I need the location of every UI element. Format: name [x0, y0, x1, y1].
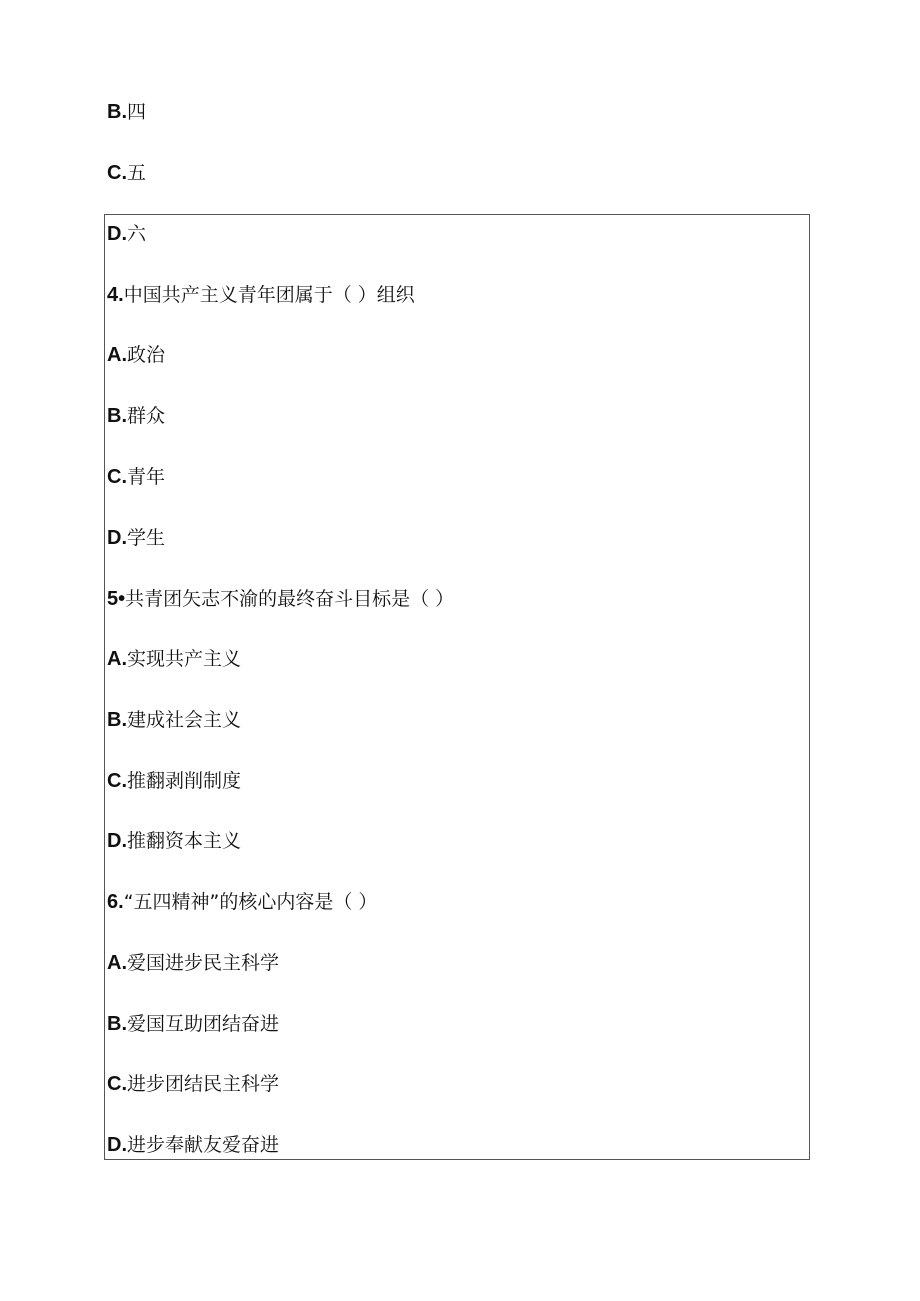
option-d-q4: [107, 526, 165, 550]
option-text: 爱国互助团结奋进: [127, 1013, 280, 1035]
option-text: 爱国进步民主科学: [127, 952, 280, 974]
question-5: [107, 587, 454, 611]
option-c-q4: [107, 465, 165, 489]
option-d-q5: [107, 829, 241, 853]
option-text: 政治: [127, 344, 166, 366]
question-number: 4.: [107, 284, 124, 306]
option-prefix: B.: [107, 405, 127, 427]
option-text: 推翻资本主义: [127, 830, 242, 852]
option-b-q6: [107, 1012, 279, 1036]
option-prefix: B.: [107, 1013, 127, 1035]
question-text: 共青团矢志不渝的最终奋斗目标是（ ）: [125, 588, 455, 610]
option-text: 实现共产主义: [127, 648, 242, 670]
option-prefix: D.: [107, 830, 127, 852]
option-a-q6: [107, 951, 279, 975]
option-prefix: D.: [107, 1134, 127, 1156]
option-prefix: D.: [107, 527, 127, 549]
question-6: [107, 890, 377, 914]
option-text: 建成社会主义: [127, 709, 242, 731]
option-prefix: B.: [107, 709, 127, 731]
option-text: 进步奉献友爱奋进: [127, 1134, 280, 1156]
option-b-q4: [107, 404, 165, 428]
option-prefix: C.: [107, 162, 127, 184]
option-a-q4: [107, 343, 165, 367]
option-text: 群众: [127, 405, 166, 427]
option-prefix: C.: [107, 466, 127, 488]
option-a-q5: [107, 647, 241, 671]
option-prefix: C.: [107, 1073, 127, 1095]
option-prefix: D.: [107, 223, 127, 245]
option-c-q5: [107, 769, 241, 793]
option-prefix: A.: [107, 648, 127, 670]
option-text: 学生: [127, 527, 166, 549]
option-c-q3: [107, 161, 146, 185]
question-number: 5•: [107, 588, 126, 610]
option-text: 四: [127, 101, 147, 123]
option-d-q3: [107, 222, 146, 246]
option-c-q6: [107, 1072, 279, 1096]
option-b-q3: [107, 100, 146, 124]
option-prefix: C.: [107, 770, 127, 792]
question-text: “五四精神”的核心内容是（ ）: [123, 891, 378, 913]
option-text: 推翻剥削制度: [127, 770, 242, 792]
option-prefix: B.: [107, 101, 127, 123]
option-text: 五: [127, 162, 147, 184]
option-b-q5: [107, 708, 241, 732]
option-d-q6: [107, 1133, 279, 1157]
option-prefix: A.: [107, 952, 127, 974]
option-text: 六: [127, 223, 147, 245]
option-text: 进步团结民主科学: [127, 1073, 280, 1095]
question-number: 6.: [107, 891, 124, 913]
option-text: 青年: [127, 466, 166, 488]
question-text: 中国共产主义青年团属于（ ）组织: [123, 284, 415, 306]
option-prefix: A.: [107, 344, 127, 366]
question-4: [107, 283, 415, 307]
